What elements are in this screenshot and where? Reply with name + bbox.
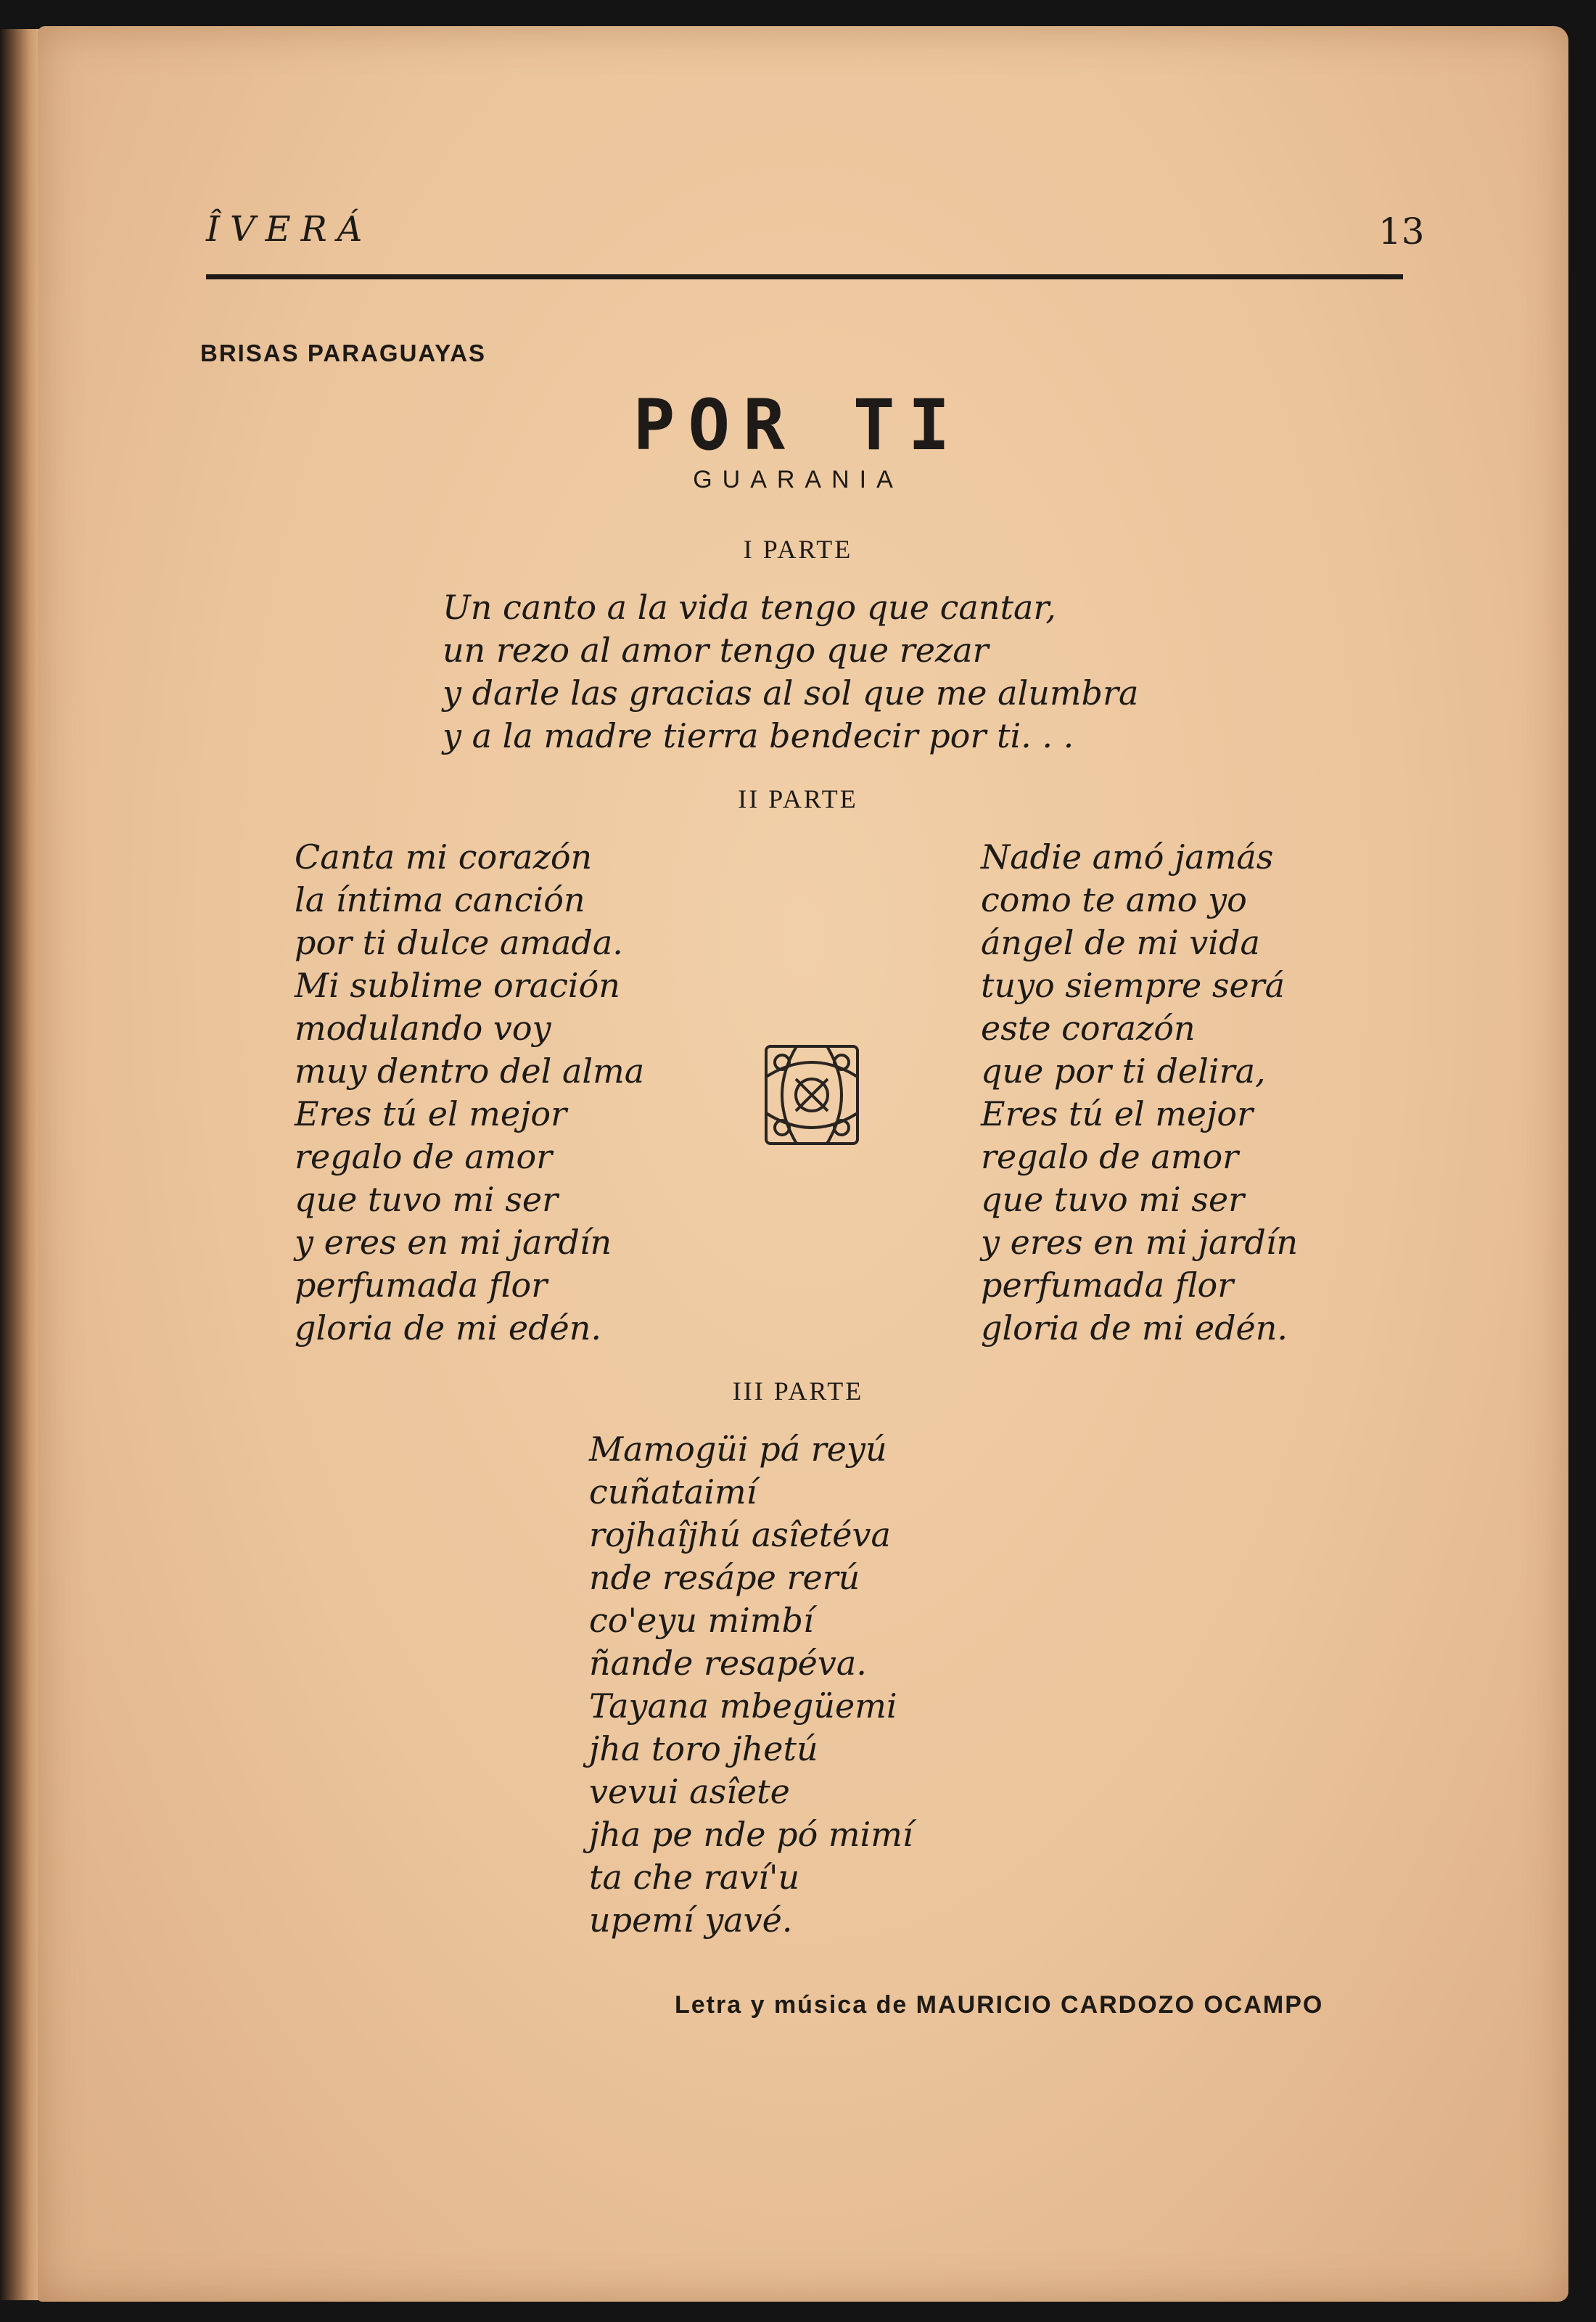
- verse-line: muy dentro del alma: [295, 1051, 645, 1091]
- verse-line: ñande resapéva.: [589, 1644, 867, 1683]
- verse-line: rojhaîjhú asîetéva: [589, 1515, 891, 1554]
- verse-line: por ti dulce amada.: [295, 923, 623, 962]
- song-credit: Letra y música de MAURICIO CARDOZO OCAMPO: [675, 1991, 1324, 2019]
- verse-line: que por ti delira,: [981, 1051, 1266, 1091]
- magazine-title: ÎVERÁ: [206, 209, 373, 250]
- verse-line: como te amo yo: [981, 880, 1247, 919]
- verse-line: tuyo siempre será: [981, 966, 1286, 1005]
- verse-line: ángel de mi vida: [981, 923, 1260, 962]
- verse-line: modulando voy: [295, 1009, 551, 1048]
- verse-line: Eres tú el mejor: [981, 1094, 1254, 1133]
- verse-line: que tuvo mi ser: [295, 1180, 559, 1219]
- verse-line: Un canto a la vida tengo que cantar,: [443, 588, 1056, 627]
- verse-line: jha pe nde pó mimí: [589, 1815, 913, 1854]
- verse-line: regalo de amor: [295, 1137, 553, 1176]
- verse-line: y a la madre tierra bendecir por ti. . .: [443, 716, 1074, 755]
- verse-line: vevui asîete: [589, 1772, 790, 1811]
- verse-line: la íntima canción: [295, 880, 585, 919]
- verse-line: y eres en mi jardín: [981, 1223, 1299, 1262]
- verse-line: Mamogüi pá reyú: [589, 1429, 887, 1469]
- verse-line: upemí yavé.: [589, 1900, 793, 1940]
- part-2-left-verse: [295, 836, 644, 1350]
- song-title: POR TI: [633, 385, 963, 466]
- magazine-page: [38, 26, 1568, 2302]
- verse-line: cuñataimí: [589, 1472, 757, 1511]
- verse-line: perfumada flor: [981, 1265, 1234, 1305]
- verse-line: perfumada flor: [295, 1265, 548, 1305]
- part-2-heading: II PARTE: [738, 784, 858, 813]
- verse-line: y eres en mi jardín: [295, 1223, 612, 1262]
- part-3-heading: III PARTE: [732, 1377, 864, 1406]
- verse-line: ta che raví'u: [589, 1858, 800, 1897]
- verse-line: un rezo al amor tengo que rezar: [443, 631, 989, 670]
- header-rule: [206, 274, 1403, 279]
- song-genre: GUARANIA: [693, 466, 903, 493]
- verse-line: que tuvo mi ser: [981, 1180, 1245, 1219]
- part-2-right-verse: [981, 836, 1298, 1350]
- section-label: BRISAS PARAGUAYAS: [200, 340, 487, 366]
- verse-line: gloria de mi edén.: [295, 1308, 601, 1347]
- part-1-heading: I PARTE: [743, 535, 853, 564]
- verse-line: gloria de mi edén.: [981, 1308, 1288, 1347]
- verse-line: Nadie amó jamás: [981, 837, 1274, 877]
- book-spine: [0, 29, 42, 2300]
- verse-line: Mi sublime oración: [295, 966, 620, 1005]
- verse-line: co'eyu mimbí: [589, 1601, 814, 1640]
- verse-line: regalo de amor: [981, 1137, 1239, 1176]
- part-3-verse: [589, 1428, 913, 1942]
- verse-line: nde resápe rerú: [589, 1558, 860, 1597]
- verse-line: jha toro jhetú: [589, 1729, 818, 1768]
- verse-line: y darle las gracias al sol que me alumbra: [443, 673, 1139, 713]
- celtic-knot-ornament-icon: [760, 1041, 863, 1149]
- page-number: 13: [1378, 210, 1425, 253]
- verse-line: Canta mi corazón: [295, 837, 593, 877]
- verse-line: Tayana mbegüemi: [589, 1686, 897, 1726]
- verse-line: este corazón: [981, 1009, 1196, 1048]
- part-1-verse: [443, 586, 1138, 758]
- verse-line: Eres tú el mejor: [295, 1094, 567, 1133]
